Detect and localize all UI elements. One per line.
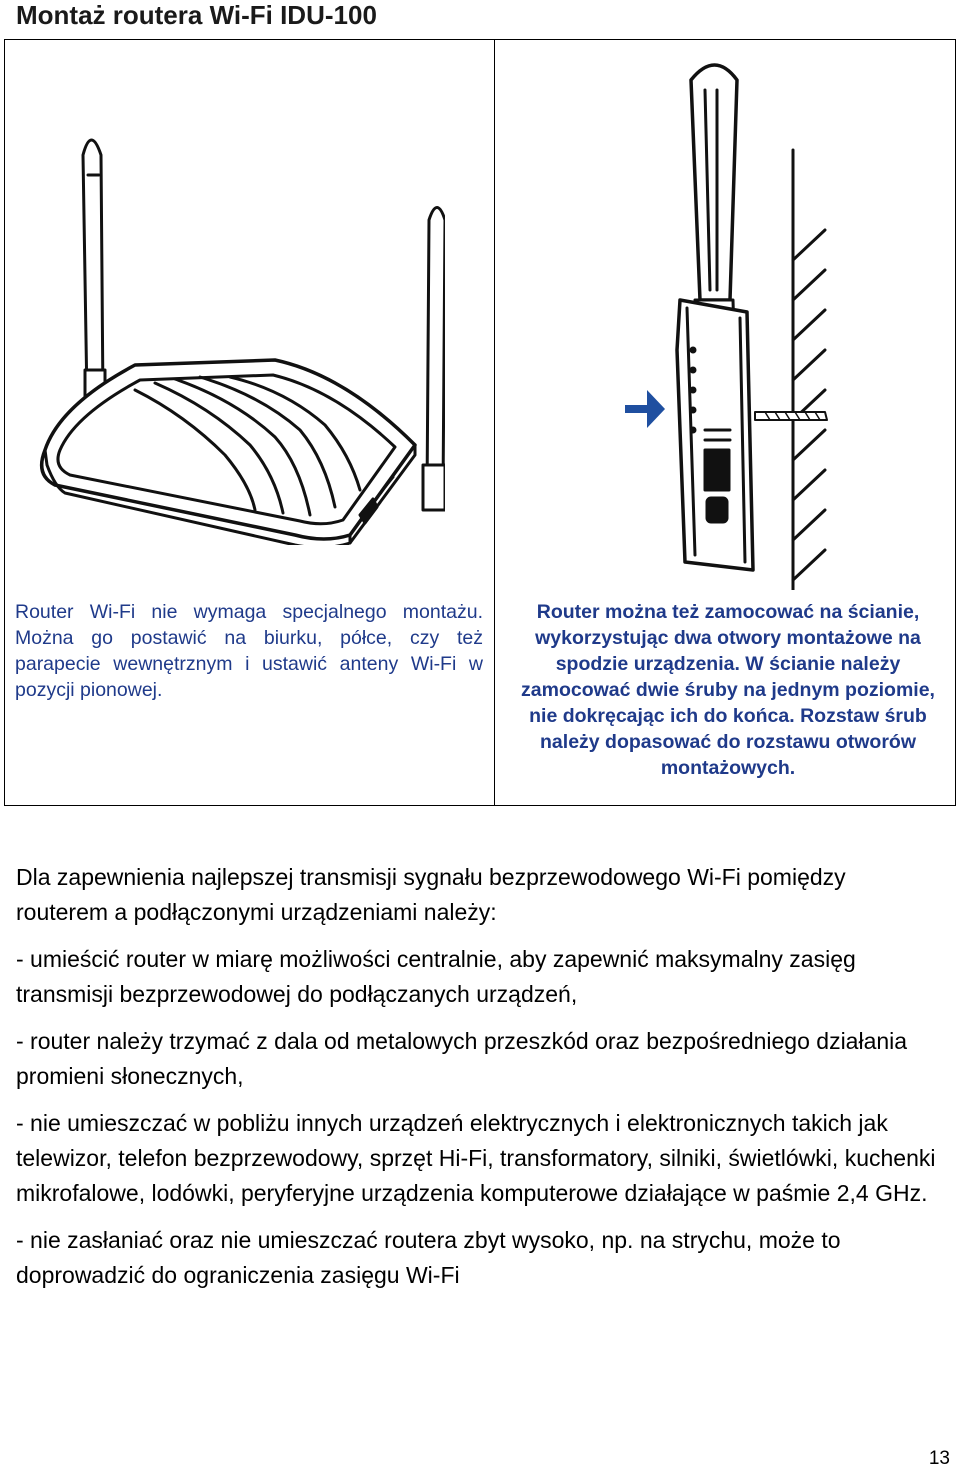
list-item: - router należy trzymać z dala od metalowych przeszkód oraz bezpośredniego działania promieni słonecznych, — [16, 1028, 908, 1089]
left-cell-text: Router Wi-Fi nie wymaga specjalnego montażu. Można go postawić na biurku, półce, czy też parapecie wewnętrznym i ustawić anteny Wi-Fi w pozycji pionowej. — [15, 601, 483, 701]
illustration-table — [4, 39, 956, 806]
page-title: Montaż routera Wi-Fi IDU-100 — [16, 0, 377, 30]
list-item: - nie umieszczać w pobliżu innych urządzeń elektrycznych i elektronicznych takich jak telewizor, telefon bezprzewodowy, sprzęt Hi-Fi, transformatory, silniki, świetlówki, kuchenki mikrofalowe, lodówki, peryferyjne urządzenia komputerowe działające w paśmie 2,4 GHz. — [16, 1110, 936, 1206]
page-number: 13 — [928, 1448, 950, 1469]
router-wall-mount-illustration — [565, 50, 895, 590]
list-item: - nie zasłaniać oraz nie umieszczać routera zbyt wysoko, np. na strychu, może to doprowadzić do ograniczenia zasięgu Wi-Fi — [16, 1227, 841, 1288]
right-cell-text: Router można też zamocować na ścianie, wykorzystując dwa otwory montażowe na spodzie urządzenia. W ścianie należy zamocować dwie śruby na jednym poziomie, nie dokręcając ich do końca. Rozstaw śrub należy dopasować do rozstawu otworów montażowych. — [521, 601, 935, 779]
list-item: - umieścić router w miarę możliwości centralnie, aby zapewnić maksymalny zasięg transmisji bezprzewodowej do podłączanych urządzeń, — [16, 946, 856, 1007]
body-text — [16, 860, 936, 1305]
router-desk-illustration — [25, 115, 445, 545]
intro-paragraph: Dla zapewnienia najlepszej transmisji sygnału bezprzewodowego Wi-Fi pomiędzy routerem a podłączonymi urządzeniami należy: — [16, 864, 846, 925]
table-column-divider — [494, 40, 495, 805]
